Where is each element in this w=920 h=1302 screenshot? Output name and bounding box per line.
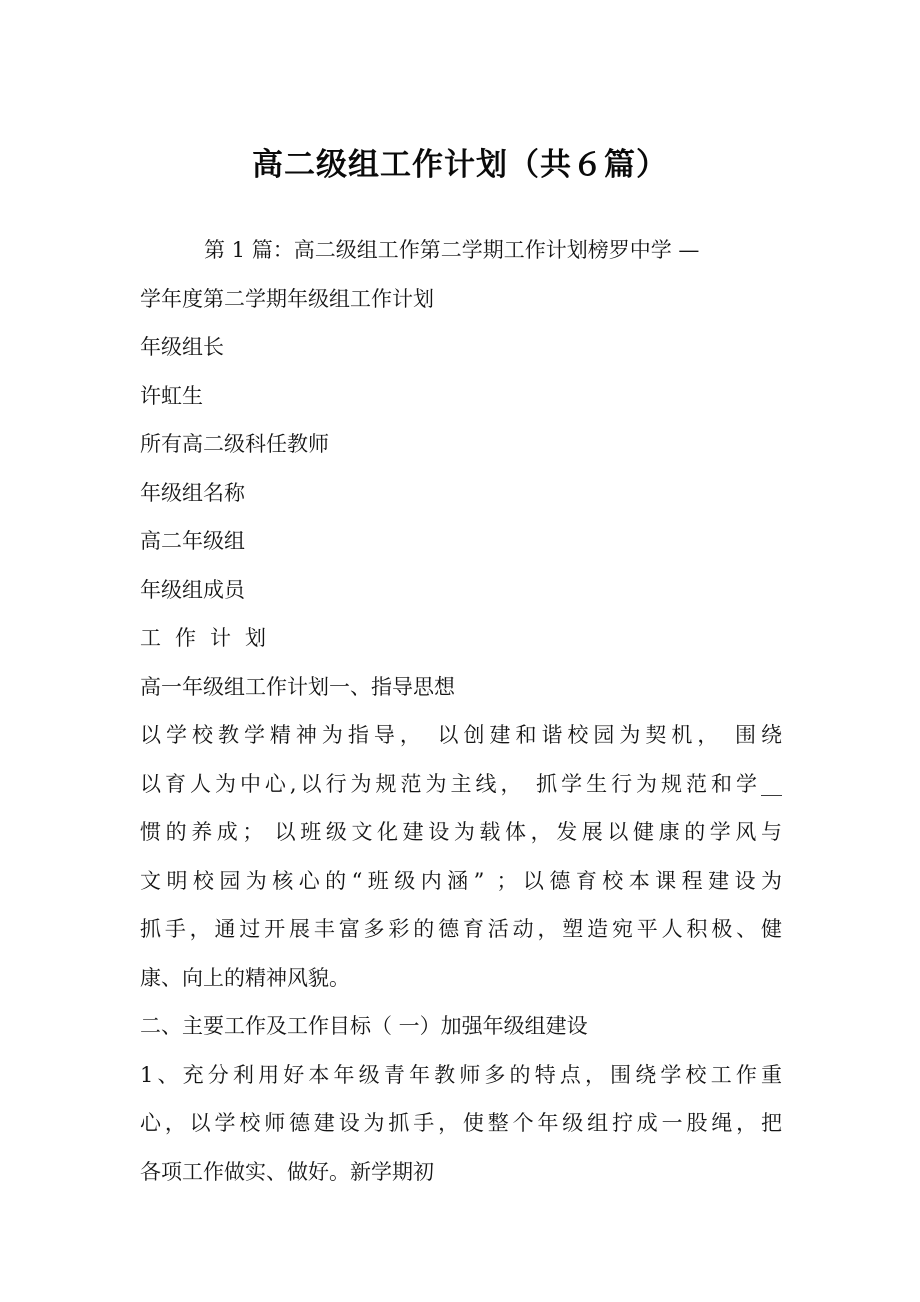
section-heading: 工作计划 — [140, 626, 280, 650]
paragraph-line: 第 1 篇：高二级组工作第二学期工作计划榜罗中学 — — [204, 238, 700, 262]
document-title: 高二级组工作计划（共６篇） — [252, 147, 668, 183]
paragraph-line: 年级组名称 — [140, 480, 245, 505]
paragraph-line: 惯的养成； 以班级文化建设为载体，发展以健康的学风与 — [140, 820, 782, 844]
paragraph-line: 二、主要工作及工作目标（ 一）加强年级组建设 — [140, 1014, 588, 1038]
paragraph-line: 高一年级组工作计划一、指导思想 — [140, 674, 455, 699]
paragraph-line: 康、向上的精神风貌。 — [140, 965, 350, 990]
paragraph-line: 年级组成员 — [140, 577, 245, 602]
document-body — [140, 226, 782, 1196]
paragraph-line: 各项工作做实、做好。新学期初 — [140, 1159, 434, 1184]
paragraph-line: 以育人为中心,以行为规范为主线， 抓学生行为规范和学__ — [140, 771, 782, 796]
paragraph-line: 1、充分利用好本年级青年教师多的特点，围绕学校工作重 — [140, 1062, 782, 1087]
paragraph-line: 高二年级组 — [140, 529, 245, 553]
paragraph-line: 心，以学校师德建设为抓手，使整个年级组拧成一股绳，把 — [140, 1111, 782, 1135]
paragraph-line: 学年度第二学期年级组工作计划 — [140, 286, 434, 311]
paragraph-line: 抓手，通过开展丰富多彩的德育活动，塑造宛平人积极、健 — [140, 917, 782, 941]
paragraph-line: 所有高二级科任教师 — [140, 432, 329, 456]
paragraph-line: 许虹生 — [140, 383, 203, 408]
paragraph-line: 文明校园为核心的“班级内涵” ；以德育校本课程建设为 — [140, 868, 782, 893]
paragraph-line: 以学校教学精神为指导， 以创建和谐校园为契机， 围绕 — [140, 723, 782, 747]
paragraph-line: 年级组长 — [140, 335, 224, 359]
